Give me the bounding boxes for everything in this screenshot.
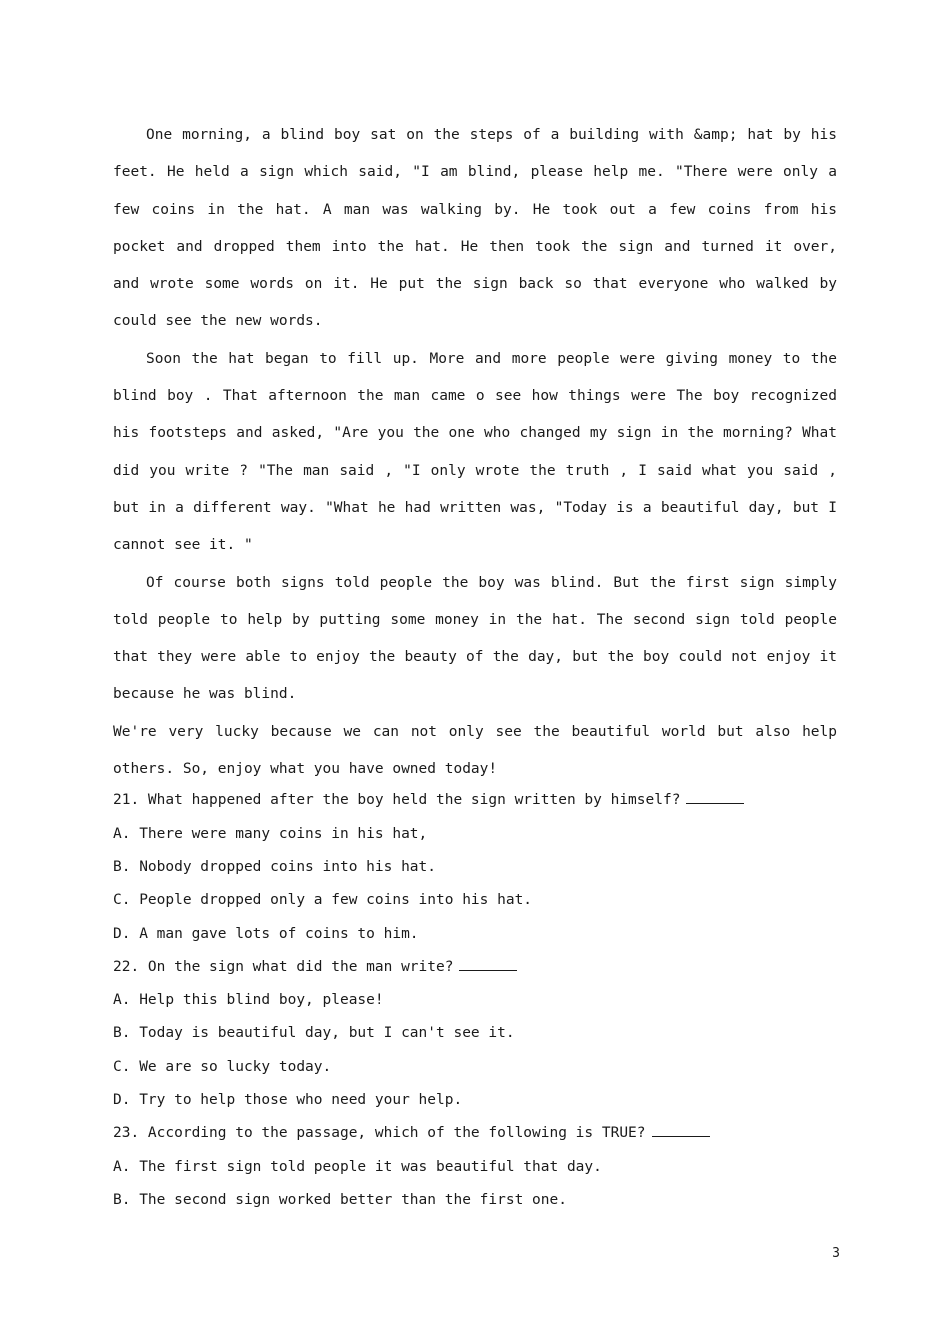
option-d: D. A man gave lots of coins to him. <box>113 925 419 942</box>
answer-blank <box>652 1124 710 1137</box>
question-stem: 23. According to the passage, which of the following is TRUE? <box>113 1125 646 1142</box>
question-stem: 21. What happened after the boy held the sign written by himself? <box>113 792 681 809</box>
question-stem: 22. On the sign what did the man write? <box>113 958 454 975</box>
option-b: B. The second sign worked better than the first one. <box>113 1191 567 1208</box>
option-c: C. We are so lucky today. <box>113 1058 332 1075</box>
question-22 <box>113 951 837 1117</box>
passage-paragraph-1: One morning, a blind boy sat on the steps of a building with &amp; hat by his feet. He held a sign which said, "I am blind, please help me. "There were only a few coins in the hat. A man was walking by. He took out a few coins from his pocket and dropped them into the hat. He then took the sign and turned it over, and wrote some words on it. He put the sign back so that everyone who walked by could see the new words. <box>113 127 837 330</box>
page-number: 3 <box>832 1246 840 1261</box>
passage-paragraph-2: Soon the hat began to fill up. More and more people were giving money to the blind boy . That afternoon the man came o see how things were The boy recognized his footsteps and asked, "Are you the one who changed my sign in the morning? What did you write ? "The man said , "I only wrote the truth , I said what you said , but in a different way. "What he had written was, "Today is a beautiful day, but I cannot see it. " <box>113 350 837 554</box>
question-23 <box>113 1117 837 1217</box>
answer-blank <box>459 958 517 971</box>
option-b: B. Today is beautiful day, but I can't see it. <box>113 1025 515 1042</box>
document-page <box>113 117 837 1217</box>
option-c: C. People dropped only a few coins into his hat. <box>113 892 533 909</box>
option-a: A. The first sign told people it was beautiful that day. <box>113 1158 602 1175</box>
option-a: A. Help this blind boy, please! <box>113 992 384 1009</box>
passage-paragraph-3: Of course both signs told people the boy was blind. But the first sign simply told people to help by putting some money in the hat. The second sign told people that they were able to enjoy the beauty of the day, but the boy could not enjoy it because he was blind. <box>113 574 837 703</box>
passage-paragraph-4: We're very lucky because we can not only see the beautiful world but also help others. So, enjoy what you have owned today! <box>113 723 837 778</box>
option-d: D. Try to help those who need your help. <box>113 1092 463 1109</box>
option-b: B. Nobody dropped coins into his hat. <box>113 858 437 875</box>
question-21 <box>113 784 837 950</box>
option-a: A. There were many coins in his hat, <box>113 825 428 842</box>
answer-blank <box>686 791 744 804</box>
